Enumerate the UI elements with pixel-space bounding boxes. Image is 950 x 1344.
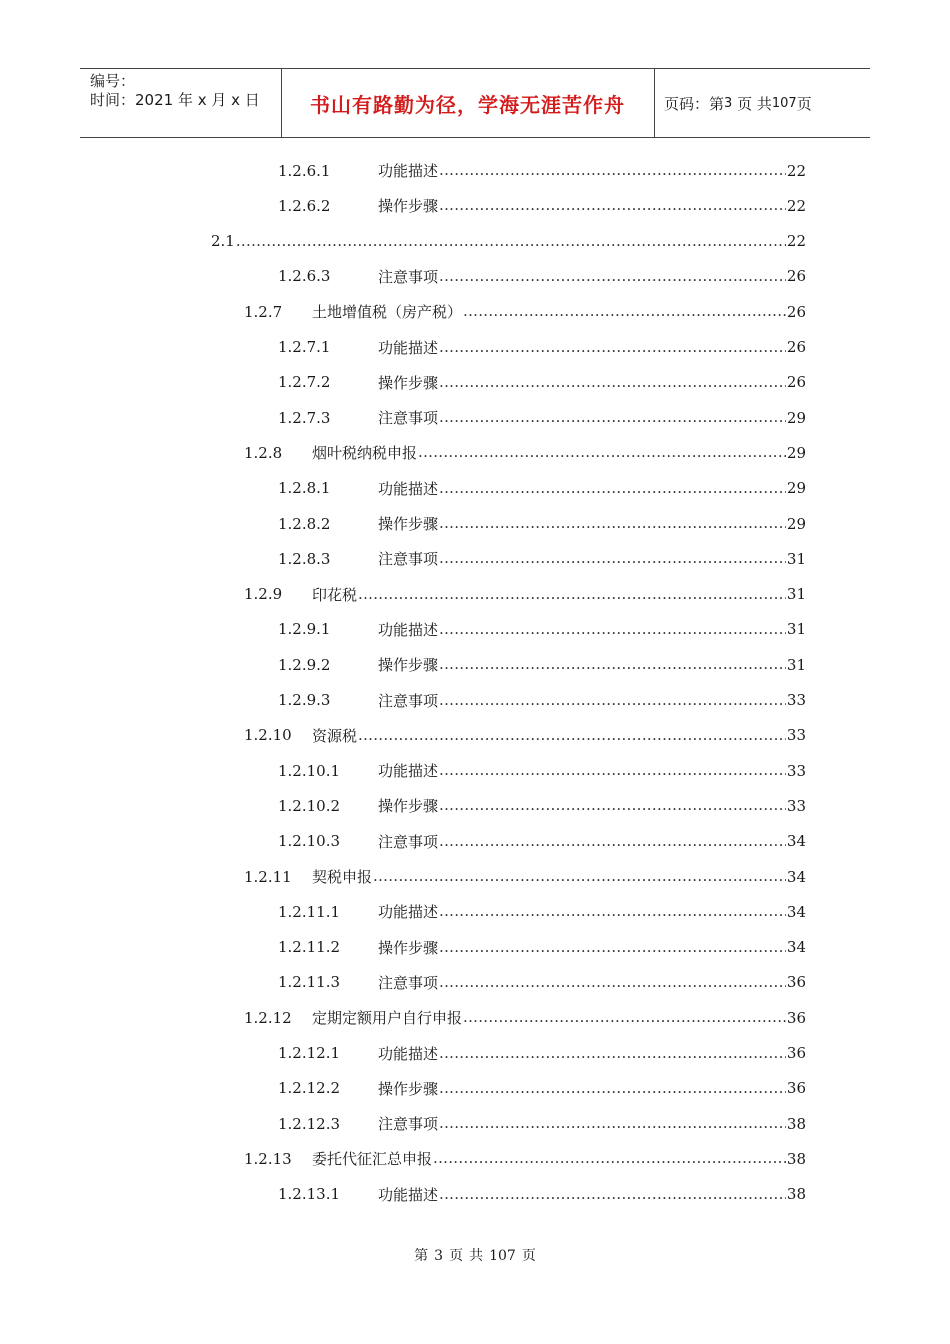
page-info-suffix: 页 — [796, 94, 812, 113]
toc-leader-dots — [439, 834, 786, 849]
toc-entry-title: 功能描述 — [378, 903, 439, 922]
toc-entry-number: 1.2.12.2 — [278, 1079, 341, 1098]
toc-entry-number: 1.2.10 — [244, 726, 292, 745]
toc-leader-dots — [439, 198, 786, 213]
toc-entry[interactable] — [278, 188, 806, 223]
toc-entry-title: 注意事项 — [378, 409, 439, 428]
toc-entry-number: 1.2.12.3 — [278, 1114, 341, 1133]
toc-entry-title: 操作步骤 — [378, 197, 439, 216]
toc-entry-page: 22 — [786, 196, 806, 215]
toc-entry[interactable] — [278, 153, 806, 188]
toc-entry-title: 印花税 — [312, 585, 358, 604]
toc-entry-page: 33 — [786, 726, 806, 745]
toc-entry[interactable] — [278, 471, 806, 506]
toc-entry[interactable] — [244, 1141, 806, 1176]
toc-entry-page: 38 — [786, 1149, 806, 1168]
toc-entry[interactable] — [278, 400, 806, 435]
toc-entry-title: 烟叶税纳税申报 — [312, 444, 418, 463]
toc-leader-dots — [439, 940, 786, 955]
toc-entry[interactable] — [278, 259, 806, 294]
toc-entry-title: 注意事项 — [378, 832, 439, 851]
footer-total-pages: 107 — [489, 1248, 516, 1264]
toc-entry-title: 功能描述 — [378, 162, 439, 180]
toc-entry-title: 注意事项 — [378, 973, 439, 992]
toc-entry[interactable] — [244, 1000, 806, 1035]
toc-entry-title: 操作步骤 — [378, 1079, 439, 1098]
toc-entry-title: 操作步骤 — [378, 797, 439, 816]
toc-leader-dots — [433, 1151, 786, 1166]
toc-entry-page: 33 — [786, 796, 806, 815]
toc-entry-number: 1.2.7 — [244, 302, 283, 321]
toc-entry[interactable] — [278, 506, 806, 541]
toc-entry-page: 29 — [786, 514, 806, 533]
toc-leader-dots — [373, 869, 786, 884]
toc-entry-title: 注意事项 — [378, 691, 439, 710]
toc-entry-number: 1.2.6.3 — [278, 267, 331, 286]
toc-entry-number: 1.2.10.2 — [278, 796, 341, 815]
toc-entry-title: 注意事项 — [378, 550, 439, 569]
toc-entry-page: 34 — [786, 867, 806, 886]
toc-entry[interactable] — [244, 294, 806, 329]
footer-mid2: 共 — [469, 1248, 484, 1264]
toc-entry-title: 功能描述 — [378, 762, 439, 781]
toc-leader-dots — [439, 975, 786, 990]
toc-entry-number: 1.2.6.1 — [278, 161, 331, 180]
toc-leader-dots — [358, 728, 786, 743]
toc-entry-page: 31 — [786, 549, 806, 568]
toc-leader-dots — [439, 1116, 786, 1131]
toc-leader-dots — [439, 622, 786, 637]
page-info-current: 3 — [724, 95, 733, 111]
toc-entry-title: 功能描述 — [378, 338, 439, 357]
toc-entry-number: 1.2.9 — [244, 585, 283, 604]
toc-leader-dots — [418, 445, 786, 460]
toc-entry-page: 36 — [786, 973, 806, 992]
toc-entry[interactable] — [278, 965, 806, 1000]
toc-entry[interactable] — [278, 612, 806, 647]
toc-entry-number: 1.2.9.2 — [278, 655, 331, 674]
toc-entry[interactable] — [278, 894, 806, 929]
toc-entry[interactable] — [278, 541, 806, 576]
toc-entry[interactable] — [278, 1036, 806, 1071]
header-page-info — [664, 69, 812, 137]
toc-entry-title: 资源税 — [312, 726, 358, 745]
page-info-mid: 页 共 — [737, 94, 772, 113]
page-footer — [0, 1245, 950, 1265]
toc-entry-number: 1.2.13.1 — [278, 1185, 341, 1204]
toc-leader-dots — [358, 587, 786, 602]
toc-entry[interactable] — [278, 365, 806, 400]
toc-entry-title: 注意事项 — [378, 1115, 439, 1134]
toc-entry[interactable] — [278, 824, 806, 859]
header-motto: 书山有路勤为径，学海无涯苦作舟 — [310, 92, 625, 117]
toc-entry[interactable] — [278, 1177, 806, 1212]
toc-entry[interactable] — [278, 753, 806, 788]
toc-entry-number: 1.2.13 — [244, 1149, 292, 1168]
page-header — [80, 68, 870, 138]
toc-entry-page: 26 — [786, 373, 806, 392]
toc-entry-title: 功能描述 — [378, 479, 439, 498]
toc-entry[interactable] — [211, 224, 806, 259]
toc-entry-title: 功能描述 — [378, 1044, 439, 1063]
toc-entry-title: 委托代征汇总申报 — [312, 1150, 433, 1169]
toc-entry-number: 1.2.7.1 — [278, 338, 331, 356]
footer-suffix: 页 — [521, 1248, 536, 1264]
toc-entry-page: 31 — [786, 655, 806, 674]
toc-leader-dots — [463, 1010, 786, 1025]
toc-leader-dots — [439, 798, 786, 813]
header-divider — [654, 69, 655, 137]
toc-leader-dots — [439, 163, 786, 178]
toc-entry-page: 29 — [786, 408, 806, 427]
toc-entry-page: 26 — [786, 302, 806, 321]
toc-entry-page: 34 — [786, 902, 806, 921]
toc-entry-page: 26 — [786, 267, 806, 286]
toc-leader-dots — [439, 340, 786, 355]
toc-entry-number: 1.2.8.1 — [278, 479, 331, 498]
toc-entry-number: 1.2.9.3 — [278, 691, 331, 709]
toc-leader-dots — [439, 1046, 786, 1061]
toc-entry-number: 1.2.6.2 — [278, 196, 331, 215]
toc-entry-title: 操作步骤 — [378, 938, 439, 957]
toc-leader-dots — [439, 375, 786, 390]
page-info-total: 107 — [771, 95, 797, 111]
toc-entry[interactable] — [278, 647, 806, 682]
toc-entry-title: 注意事项 — [378, 267, 439, 286]
toc-entry-page: 36 — [786, 1079, 806, 1098]
toc-entry-page: 38 — [786, 1185, 806, 1204]
toc-entry[interactable] — [244, 577, 806, 612]
toc-entry-page: 31 — [786, 620, 806, 639]
toc-entry-number: 1.2.12.1 — [278, 1044, 341, 1062]
toc-entry-number: 1.2.7.3 — [278, 408, 331, 427]
toc-entry[interactable] — [244, 435, 806, 470]
toc-entry-number: 2.1 — [211, 232, 235, 251]
toc-entry[interactable] — [278, 788, 806, 823]
toc-leader-dots — [439, 763, 786, 778]
toc-leader-dots — [236, 234, 786, 249]
toc-entry[interactable] — [244, 859, 806, 894]
toc-entry-page: 33 — [786, 691, 806, 709]
toc-entry-number: 1.2.10.1 — [278, 761, 341, 780]
toc-entry-number: 1.2.9.1 — [278, 620, 331, 639]
toc-leader-dots — [439, 1187, 786, 1202]
toc-entry-number: 1.2.8 — [244, 443, 283, 462]
toc-leader-dots — [439, 481, 786, 496]
toc-leader-dots — [463, 304, 786, 319]
toc-entry-number: 1.2.8.2 — [278, 514, 331, 533]
toc-entry-page: 29 — [786, 443, 806, 462]
toc-leader-dots — [439, 269, 786, 284]
document-number-label: 编号： — [90, 72, 136, 90]
footer-prefix: 第 — [414, 1248, 429, 1264]
toc-entry-title: 操作步骤 — [378, 373, 439, 392]
footer-current-page: 3 — [434, 1248, 444, 1264]
toc-entry-title: 定期定额用户自行申报 — [312, 1009, 463, 1028]
toc-entry-page: 22 — [786, 161, 806, 180]
toc-entry[interactable] — [278, 683, 806, 718]
toc-leader-dots — [439, 551, 786, 566]
toc-entry-title: 功能描述 — [378, 620, 439, 639]
toc-entry-number: 1.2.7.2 — [278, 373, 331, 392]
header-meta — [80, 69, 280, 137]
document-date: 时间：2021 年 x 月 x 日 — [90, 91, 260, 109]
toc-leader-dots — [439, 516, 786, 531]
toc-entry-page: 34 — [786, 832, 806, 851]
toc-entry-number: 1.2.11.3 — [278, 973, 341, 992]
toc-leader-dots — [439, 693, 786, 708]
toc-entry-page: 22 — [786, 232, 806, 251]
toc-entry[interactable] — [278, 1106, 806, 1141]
toc-entry-page: 29 — [786, 479, 806, 498]
toc-entry-title: 操作步骤 — [378, 515, 439, 533]
toc-entry-number: 1.2.10.3 — [278, 832, 341, 851]
toc-leader-dots — [439, 657, 786, 672]
toc-entry-page: 36 — [786, 1008, 806, 1027]
toc-entry[interactable] — [278, 1071, 806, 1106]
toc-entry-number: 1.2.8.3 — [278, 549, 331, 568]
toc-entry-number: 1.2.11.1 — [278, 902, 341, 921]
toc-entry-page: 36 — [786, 1044, 806, 1062]
toc-entry-page: 34 — [786, 938, 806, 957]
footer-mid1: 页 — [449, 1248, 464, 1264]
toc-entry-page: 33 — [786, 761, 806, 780]
toc-leader-dots — [439, 1081, 786, 1096]
toc-leader-dots — [439, 410, 786, 425]
toc-entry-title: 功能描述 — [378, 1185, 439, 1204]
toc-entry[interactable] — [244, 718, 806, 753]
toc-entry-number: 1.2.11 — [244, 867, 292, 886]
toc-entry-title: 契税申报 — [312, 868, 373, 886]
toc-entry-number: 1.2.12 — [244, 1008, 292, 1027]
toc-entry[interactable] — [278, 330, 806, 365]
toc-entry-page: 31 — [786, 585, 806, 604]
toc-leader-dots — [439, 904, 786, 919]
toc-entry-title: 土地增值税（房产税） — [312, 303, 463, 322]
toc-entry-title: 操作步骤 — [378, 656, 439, 675]
toc-entry-page: 26 — [786, 338, 806, 356]
page-info-prefix: 页码：第 — [664, 94, 725, 113]
toc-entry-number: 1.2.11.2 — [278, 938, 341, 957]
toc-entry-page: 38 — [786, 1114, 806, 1133]
toc-entry[interactable] — [278, 930, 806, 965]
